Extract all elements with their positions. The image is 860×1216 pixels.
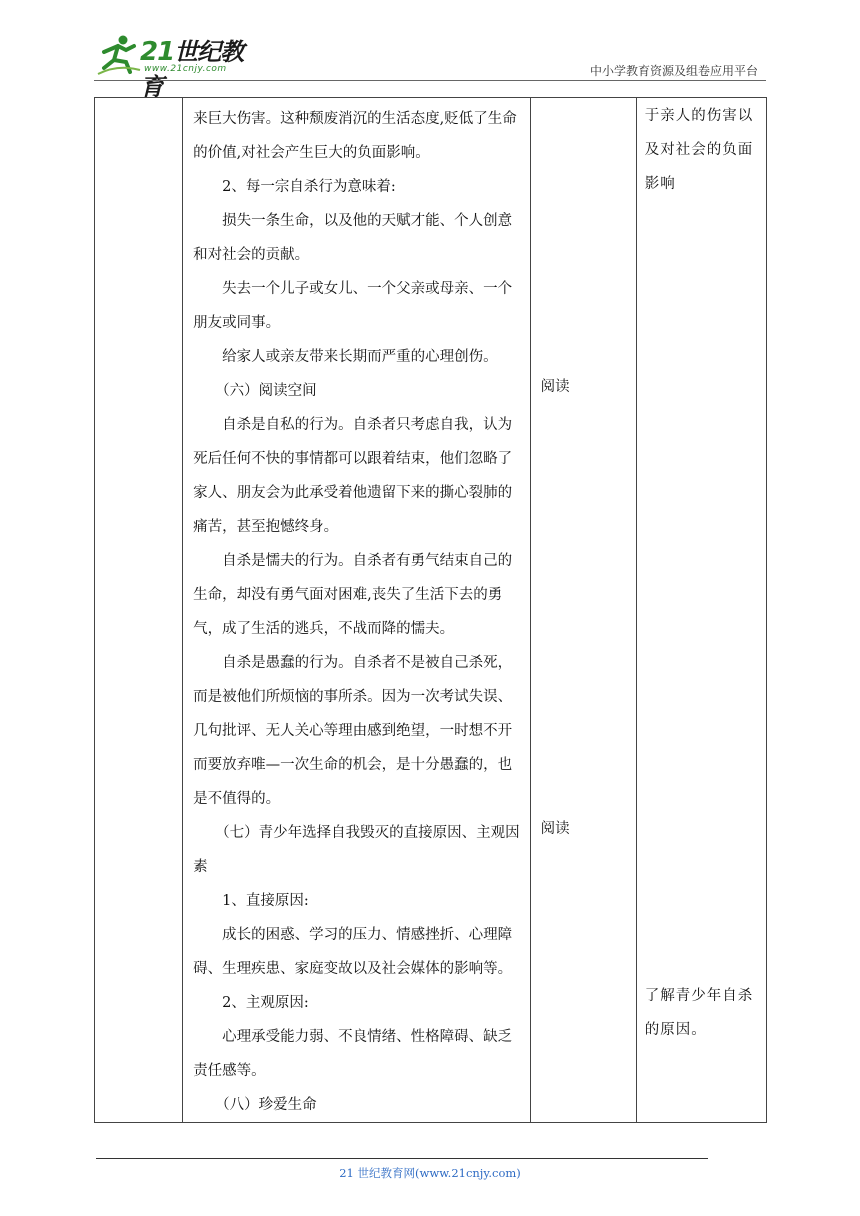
paragraph: 来巨大伤害。这种颓废消沉的生活态度,贬低了生命的价值,对社会产生巨大的负面影响。 [193, 111, 517, 161]
empty-cell [95, 98, 183, 1123]
platform-title: 中小学教育资源及组卷应用平台 [589, 64, 758, 78]
activity-label: 阅读 [540, 379, 570, 395]
design-note: 于亲人的伤害以及对社会的负面影响 [644, 108, 754, 192]
paragraph: 给家人或亲友带来长期而严重的心理创伤。 [222, 349, 498, 365]
activity-cell [530, 98, 636, 1123]
page-header [0, 0, 860, 101]
paragraph: 2、主观原因: [222, 995, 309, 1011]
paragraph: 自杀是自私的行为。自杀者只考虑自我，认为死后任何不快的事情都可以跟着结束，他们忽略了家人、朋友会为此承受着他遗留下来的撕心裂肺的痛苦，甚至抱憾终身。 [193, 417, 513, 535]
section-heading: （八）珍爱生命 [215, 1097, 317, 1113]
section-heading: （七）青少年选择自我毁灭的直接原因、主观因素 [193, 825, 520, 875]
paragraph: 成长的困惑、学习的压力、情感挫折、心理障碍、生理疾患、家庭变故以及社会媒体的影响等。 [193, 927, 513, 977]
lesson-table [94, 97, 767, 1123]
paragraph: 心理承受能力弱、不良情绪、性格障碍、缺乏责任感等。 [193, 1029, 513, 1079]
logo-number: 21 [140, 37, 175, 67]
paragraph: 自杀是愚蠢的行为。自杀者不是被自己杀死，而是被他们所烦恼的事所杀。因为一次考试失误、几句批评、无人关心等理由感到绝望，一时想不开而要放弃唯—一次生命的机会，是十分愚蠢的，也是不值得的。 [193, 655, 513, 807]
content-text [183, 98, 530, 1122]
logo-url: www.21cnjy.com [144, 64, 227, 74]
footer-divider [96, 1158, 708, 1159]
activity-column [531, 98, 636, 1114]
table-row [95, 98, 767, 1123]
content-cell [183, 98, 531, 1123]
logo [96, 30, 266, 101]
paragraph: 1、直接原因: [222, 893, 309, 909]
notes-cell [636, 98, 766, 1123]
section-heading: （六）阅读空间 [215, 383, 317, 399]
activity-label: 阅读 [540, 821, 570, 837]
paragraph: 失去一个儿子或女儿、一个父亲或母亲、一个朋友或同事。 [193, 281, 513, 331]
logo-chinese: 世纪教育 [140, 38, 244, 101]
footer-text: 21 世纪教育网(www.21cnjy.com) [339, 1166, 521, 1180]
runner-logo-icon [96, 34, 142, 76]
design-note: 了解青少年自杀的原因。 [644, 988, 754, 1038]
paragraph: 2、每一宗自杀行为意味着: [222, 179, 396, 195]
notes-column [637, 98, 766, 1114]
paragraph: 损失一条生命，以及他的天赋才能、个人创意和对社会的贡献。 [193, 213, 513, 263]
paragraph: 自杀是懦夫的行为。自杀者有勇气结束自己的生命，却没有勇气面对困难,丧失了生活下去的勇气，成了生活的逃兵，不战而降的懦夫。 [193, 553, 513, 637]
header-divider [94, 80, 766, 81]
